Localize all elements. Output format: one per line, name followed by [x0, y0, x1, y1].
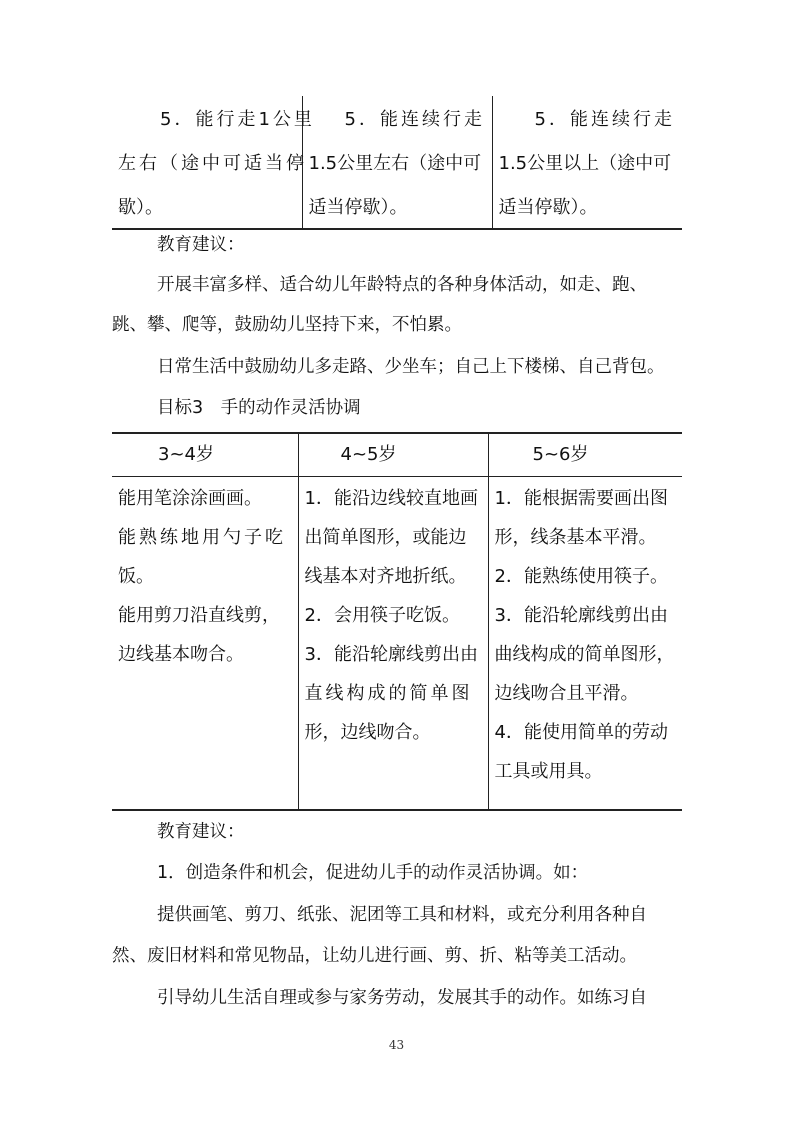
cell-line: 能用剪刀沿直线剪， — [118, 605, 280, 626]
table-cell-3-4 — [112, 477, 298, 811]
cell-line: 直线构成的简单图 — [304, 683, 473, 704]
paragraph-line: 开展丰富多样、适合幼儿年龄特点的各种身体活动，如走、跑、 — [157, 275, 647, 295]
cell-line: 边线基本吻合。 — [118, 644, 244, 665]
cell-line: 歇）。 — [118, 197, 163, 218]
cell-line: 工具或用具。 — [494, 761, 603, 782]
section-heading: 教育建议： — [157, 822, 245, 842]
table-row — [112, 477, 682, 811]
table-header-row — [112, 433, 682, 477]
cell-line: 3．能沿轮廓线剪出由 — [494, 605, 668, 626]
cell-line: 适当停歇）。 — [308, 197, 408, 218]
cell-line: 形，线条基本平滑。 — [494, 527, 657, 548]
goal3-table — [112, 432, 682, 811]
cell-line: 线基本对齐地折纸。 — [304, 566, 467, 587]
section-heading: 教育建议： — [157, 235, 245, 255]
paragraph-line: 1．创造条件和机会，促进幼儿手的动作灵活协调。如： — [157, 863, 589, 883]
cell-line: 5．能连续行走 — [534, 109, 675, 130]
cell-line: 2．会用筷子吃饭。 — [304, 605, 460, 626]
cell-line: 能熟练地用勺子吃 — [118, 527, 286, 548]
cell-line: 1.5公里以上（途中可 — [498, 153, 672, 174]
cell-line: 5．能行走1公里 — [160, 109, 315, 130]
cell-line: 适当停歇）。 — [498, 197, 598, 218]
cell-line: 形，边线吻合。 — [304, 722, 431, 743]
cell-line: 饭。 — [118, 566, 154, 587]
cell-line: 1．能根据需要画出图 — [494, 488, 668, 509]
header-age-4-5: 4~5岁 — [298, 433, 488, 477]
cell-line: 2．能熟练使用筷子。 — [494, 566, 668, 587]
cell-line: 4．能使用简单的劳动 — [494, 722, 668, 743]
table-cell-3-4 — [112, 96, 315, 229]
goal-title: 目标3 手的动作灵活协调 — [157, 398, 361, 418]
cell-line: 5．能连续行走 — [344, 109, 485, 130]
table-cell-5-6 — [488, 477, 682, 811]
table-cell-5-6 — [492, 96, 682, 229]
table-cell-4-5 — [302, 96, 492, 229]
header-age-5-6: 5~6岁 — [488, 433, 682, 477]
cell-line: 边线吻合且平滑。 — [494, 683, 639, 704]
paragraph-line: 提供画笔、剪刀、纸张、泥团等工具和材料，或充分利用各种自 — [157, 905, 647, 925]
cell-line: 3．能沿轮廓线剪出由 — [304, 644, 478, 665]
cell-line: 1.5公里左右（途中可 — [308, 153, 482, 174]
paragraph-line: 跳、攀、爬等，鼓励幼儿坚持下来，不怕累。 — [112, 315, 462, 335]
header-age-3-4: 3~4岁 — [112, 433, 298, 477]
cell-line: 能用笔涂涂画画。 — [118, 488, 262, 509]
table-row — [112, 96, 682, 229]
cell-line: 出简单图形，或能边 — [304, 527, 467, 548]
paragraph-line: 引导幼儿生活自理或参与家务劳动，发展其手的动作。如练习自 — [157, 988, 647, 1008]
cell-line: 1．能沿边线较直地画 — [304, 488, 478, 509]
continuation-table — [112, 96, 682, 230]
paragraph-line: 然、废旧材料和常见物品，让幼儿进行画、剪、折、粘等美工活动。 — [112, 946, 637, 966]
paragraph-line: 日常生活中鼓励幼儿多走路、少坐车；自己上下楼梯、自己背包。 — [157, 357, 665, 377]
table-cell-4-5 — [298, 477, 488, 811]
page-number: 43 — [388, 1038, 405, 1052]
cell-line: 左右（途中可适当停 — [118, 153, 307, 174]
cell-line: 曲线构成的简单图形， — [494, 644, 675, 665]
